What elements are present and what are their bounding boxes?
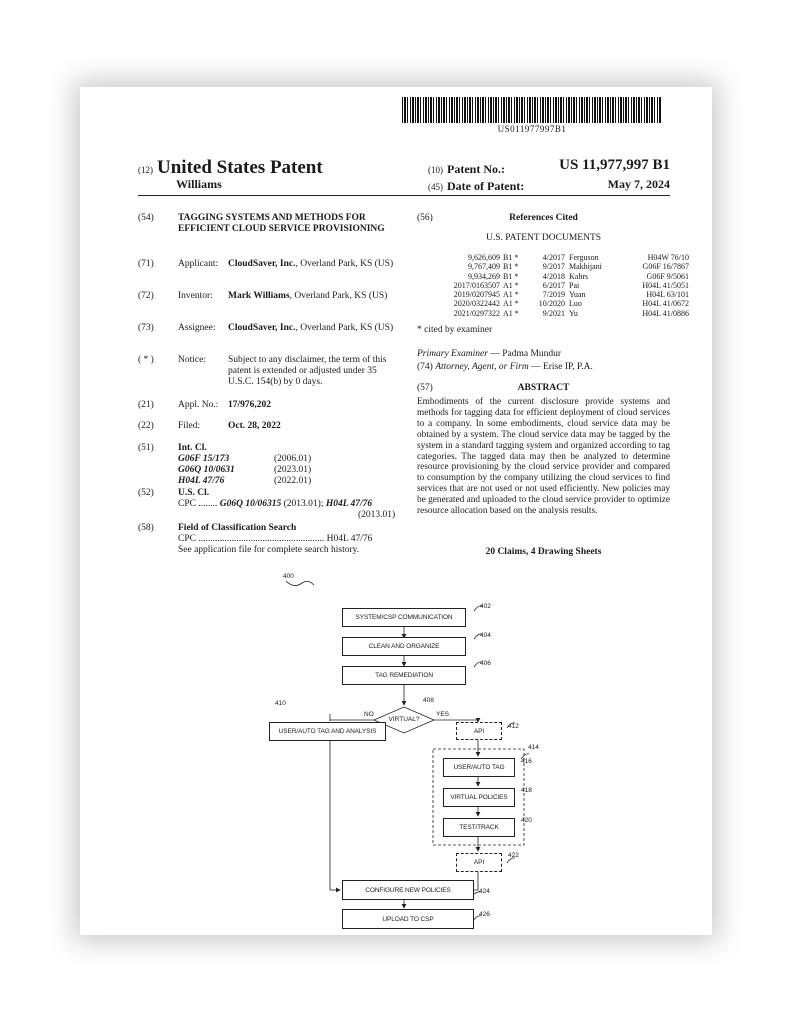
- int-cl-year: (2022.01): [274, 476, 312, 486]
- cpc-year-1: (2013.01);: [281, 499, 326, 509]
- inventor-label: Inventor:: [178, 291, 213, 301]
- code-74: (74): [417, 362, 433, 372]
- ref-418: 418: [521, 787, 532, 794]
- ref-name: Makhijani: [569, 262, 602, 272]
- step-tag-remediation: TAG REMEDIATION: [342, 666, 466, 685]
- ref-kind: A1 *: [503, 308, 519, 318]
- applicant-label: Applicant:: [178, 259, 219, 269]
- step-upload-to-csp: UPLOAD TO CSP: [342, 909, 474, 929]
- ref-number: 9,934,269: [468, 271, 500, 281]
- ref-class: G06F 9/5061: [646, 271, 689, 281]
- code-notice: ( * ): [138, 355, 154, 365]
- ref-number: 9,626,609: [468, 253, 500, 262]
- ref-date: 4/2017: [542, 253, 565, 262]
- cpc-label: CPC ........: [178, 499, 218, 509]
- ref-424: 424: [479, 888, 490, 895]
- ref-426: 426: [479, 911, 490, 918]
- ref-kind: A1 *: [503, 290, 519, 300]
- yes-branch-line: [434, 720, 478, 721]
- patent-number: US 11,977,997 B1: [559, 157, 670, 173]
- abstract-label: ABSTRACT: [517, 383, 570, 393]
- applicant-name: CloudSaver, Inc.: [228, 259, 296, 269]
- field-search-note: See application file for complete search history.: [178, 545, 360, 555]
- ref-412: 412: [508, 723, 519, 730]
- int-cl-label: Int. Cl.: [178, 443, 207, 453]
- ref-class: H04L 41/0886: [642, 308, 689, 318]
- step-user-auto-tag-and-analysis: USER/AUTO TAG AND ANALYSIS: [269, 722, 386, 741]
- claims-count: 20 Claims, 4 Drawing Sheets: [485, 547, 602, 557]
- code-71: (71): [138, 259, 154, 269]
- filed-date: Oct. 28, 2022: [228, 421, 281, 431]
- ref-name: Luo: [569, 299, 582, 309]
- primary-examiner-name: — Padma Mundur: [487, 349, 562, 359]
- ref-date: 9/2017: [542, 262, 565, 272]
- step-api-out: API: [456, 853, 502, 872]
- ref-name: Kahrs: [569, 271, 589, 281]
- ref-date: 7/2019: [542, 290, 565, 300]
- notice-label: Notice:: [178, 355, 206, 365]
- ref-420: 420: [521, 817, 532, 824]
- us-documents-label: U.S. PATENT DOCUMENTS: [485, 233, 602, 243]
- int-cl-year: (2006.01): [274, 454, 312, 464]
- ref-date: 4/2018: [542, 271, 565, 281]
- references-cited-label: References Cited: [509, 213, 578, 223]
- date-label: Date of Patent:: [447, 179, 525, 193]
- barcode-number: US011977997B1: [497, 124, 567, 134]
- ref-404: 404: [480, 632, 491, 639]
- patent-date: May 7, 2024: [607, 177, 670, 191]
- ref-kind: B1 *: [503, 253, 519, 262]
- ref-kind: B1 *: [503, 271, 519, 281]
- assignee-location: , Overland Park, KS (US): [295, 323, 394, 333]
- invention-title: TAGGING SYSTEMS AND METHODS FOR EFFICIENT CLOUD SERVICE PROVISIONING: [178, 213, 385, 234]
- ref-class: H04L 63/101: [646, 290, 689, 300]
- ref-class: H04W 76/10: [647, 253, 689, 262]
- inventor-location: , Overland Park, KS (US): [289, 291, 388, 301]
- code-45: (45): [428, 182, 443, 192]
- ref-kind: A1 *: [503, 299, 519, 309]
- appl-no-label: Appl. No.:: [178, 400, 219, 410]
- abstract-text: Embodiments of the current disclosure provide systems and methods for tagging data for efficient deployment of cloud services to a company. In some embodiments, cloud service data may be obtained by a system. The cloud service data may be tagged by the system in a standard tagging system and organized according to tag categories. The tagged data may then be analyzed to determine resource provisioning by the cloud service provider and compared to consumption by the company utilizing the cloud services to find services that are not used or not used efficiently. New policies may be generated and uploaded to the cloud service provider to optimize resource allocation based on the analysis results.: [417, 397, 670, 517]
- cpc-year-2: (2013.01): [358, 510, 396, 520]
- code-72: (72): [138, 291, 154, 301]
- code-51: (51): [138, 443, 154, 453]
- cited-by-examiner-note: * cited by examiner: [417, 325, 493, 335]
- ref-date: 9/2021: [542, 308, 565, 318]
- ref-number: 2017/0163507: [453, 280, 500, 290]
- step-test-track: TEST/TRACK: [443, 818, 515, 837]
- attorney-name: — Erise IP, P.A.: [528, 362, 593, 372]
- step-clean-and-organize: CLEAN AND ORGANIZE: [342, 637, 466, 656]
- step-user-auto-tag: USER/AUTO TAG: [443, 758, 515, 777]
- attorney-label: Attorney, Agent, or Firm: [435, 362, 529, 372]
- applicant-location: , Overland Park, KS (US): [295, 259, 394, 269]
- ref-date: 10/2020: [538, 299, 565, 309]
- primary-examiner-label: Primary Examiner: [417, 349, 488, 359]
- notice-text: Subject to any disclaimer, the term of this patent is extended or adjusted under 35 U.S.C. 154(b) by 0 days.: [228, 355, 387, 387]
- patent-no-label: Patent No.:: [447, 162, 505, 176]
- code-21: (21): [138, 400, 154, 410]
- field-search-cpc: CPC ..................................................... H04L 47/76: [178, 534, 373, 544]
- ref-class: G06F 16/7867: [642, 262, 689, 272]
- code-57: (57): [417, 383, 433, 393]
- figure-400-leader: [286, 581, 314, 586]
- ref-number: 2021/0297322: [453, 308, 500, 318]
- int-cl-code: G06Q 10/0631: [178, 465, 235, 475]
- figure-ref-400: 400: [283, 573, 294, 580]
- assignee-label: Assignee:: [178, 323, 216, 333]
- assignee-name: CloudSaver, Inc.: [228, 323, 296, 333]
- ref-class: H04L 41/0672: [642, 299, 689, 309]
- code-73: (73): [138, 323, 154, 333]
- code-22: (22): [138, 421, 154, 431]
- flowchart-lines: [80, 87, 712, 935]
- no-branch-line: [330, 720, 374, 721]
- ref-class: H04L 41/5051: [642, 280, 689, 290]
- ref-kind: A1 *: [503, 280, 519, 290]
- ref-date: 6/2017: [542, 280, 565, 290]
- int-cl-year: (2023.01): [274, 465, 312, 475]
- ref-414: 414: [528, 744, 539, 751]
- ref-name: Yu: [569, 308, 578, 318]
- int-cl-code: G06F 15/173: [178, 454, 230, 464]
- patent-page: [80, 87, 712, 935]
- patent-type-title: United States Patent: [157, 157, 323, 178]
- yes-label: YES: [436, 711, 450, 718]
- int-cl-code: H04L 47/76: [178, 476, 225, 486]
- step-system-csp-communication: SYSTEM/CSP COMMUNICATION: [342, 608, 466, 627]
- step-virtual-decision: VIRTUAL?: [388, 716, 420, 723]
- inventor-name: Mark Williams: [228, 291, 290, 301]
- ref-410: 410: [275, 700, 286, 707]
- code-10: (10): [428, 165, 443, 175]
- step-configure-new-policies: CONFIGURE NEW POLICIES: [342, 880, 474, 900]
- ref-number: 2019/0207945: [453, 290, 500, 300]
- field-search-label: Field of Classification Search: [178, 523, 297, 533]
- filed-label: Filed:: [178, 421, 201, 431]
- cpc-code-1: G06Q 10/06315: [219, 499, 282, 509]
- inventor-surname: Williams: [176, 177, 222, 191]
- ref-422: 422: [508, 852, 519, 859]
- ref-name: Pai: [569, 280, 580, 290]
- ref-408: 408: [423, 697, 434, 704]
- ref-406: 406: [480, 660, 491, 667]
- step-api-in: API: [456, 722, 502, 740]
- no-label: NO: [364, 711, 374, 718]
- code-58: (58): [138, 523, 154, 533]
- cpc-code-2: H04L 47/76: [325, 499, 373, 509]
- ref-name: Ferguson: [569, 253, 599, 262]
- ref-kind: B1 *: [503, 262, 519, 272]
- ref-number: 2020/0322442: [453, 299, 500, 309]
- ref-number: 9,767,409: [468, 262, 500, 272]
- code-54: (54): [138, 213, 154, 223]
- appl-no: 17/976,202: [228, 400, 272, 410]
- code-56: (56): [417, 213, 433, 223]
- us-cl-label: U.S. Cl.: [178, 488, 210, 498]
- code-52: (52): [138, 488, 154, 498]
- step-virtual-policies: VIRTUAL POLICIES: [443, 788, 515, 807]
- code-12: (12): [138, 165, 153, 175]
- ref-416: 416: [521, 758, 532, 765]
- ref-402: 402: [480, 603, 491, 610]
- ref-name: Yuan: [569, 290, 586, 300]
